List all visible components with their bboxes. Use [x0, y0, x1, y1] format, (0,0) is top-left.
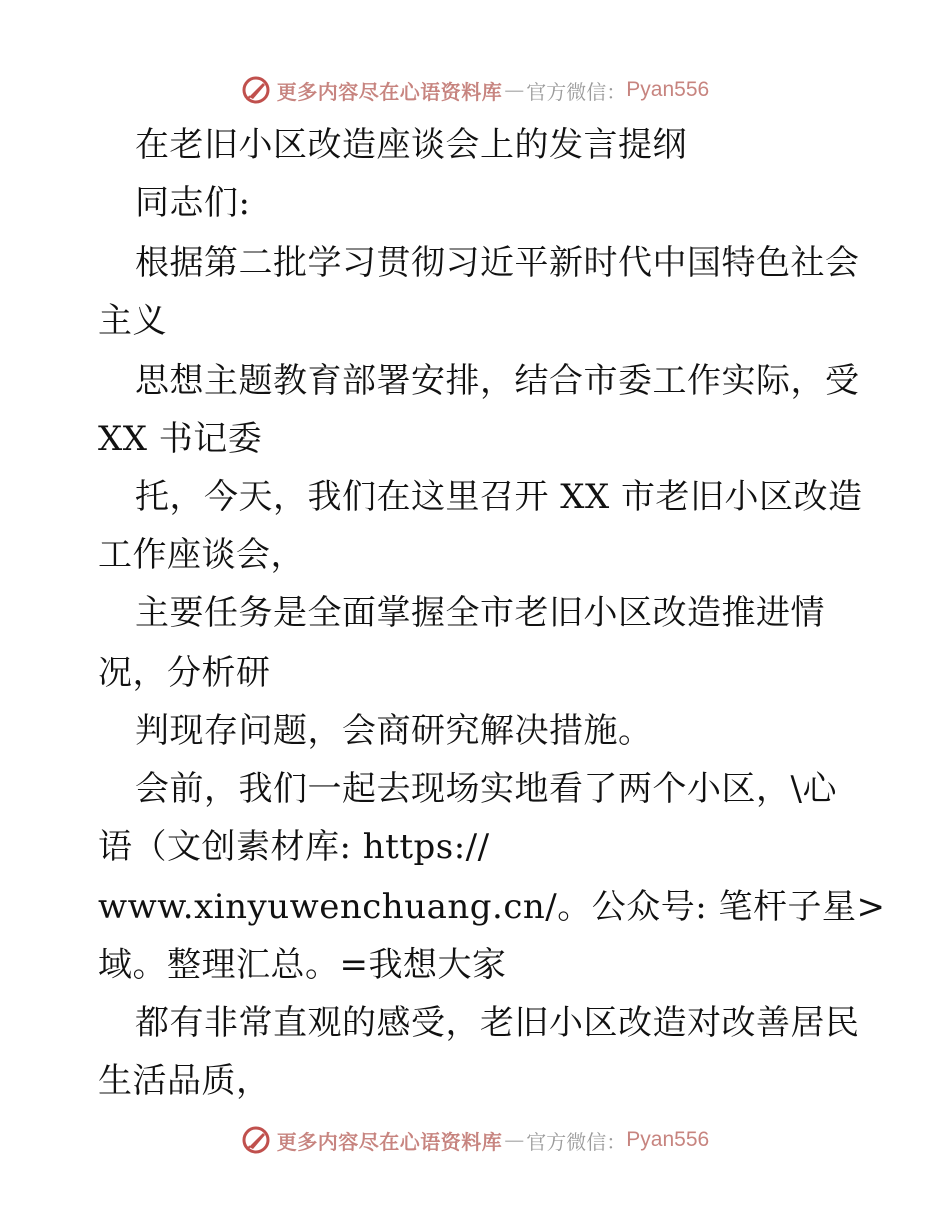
footer-banner — [0, 1120, 950, 1160]
text-line: www.xinyuwenchuang.cn/。公众号: 笔杆子星> — [98, 887, 886, 927]
text-line: 会前，我们一起去现场实地看了两个小区，\心 — [135, 769, 837, 809]
quill-logo-icon — [241, 1125, 271, 1155]
text-line: 工作座谈会， — [98, 535, 305, 575]
quill-logo-icon — [241, 75, 271, 105]
greeting-line: 同志们: — [135, 183, 251, 223]
text-line: 况，分析研 — [98, 653, 271, 693]
banner-wechat-label: 官方微信： — [526, 79, 627, 104]
text-line: 生活品质， — [98, 1061, 271, 1101]
banner-separator: — — [504, 78, 525, 102]
text-line: 域。整理汇总。=我想大家 — [98, 945, 507, 985]
document-title: 在老旧小区改造座谈会上的发言提纲 — [135, 125, 687, 165]
text-line: 主义 — [98, 301, 167, 341]
banner-wechat-label: 官方微信： — [526, 1129, 627, 1154]
banner-text: 更多内容尽在心语资料库 — [276, 79, 503, 104]
text-line: 托，今天，我们在这里召开 XX 市老旧小区改造 — [135, 477, 863, 517]
banner-wechat-id: Pyan556 — [626, 78, 710, 101]
banner-wechat-id: Pyan556 — [626, 1128, 710, 1151]
banner-separator: — — [504, 1128, 525, 1152]
text-line: 根据第二批学习贯彻习近平新时代中国特色社会 — [135, 243, 860, 283]
text-line: 语（文创素材库: https:// — [98, 827, 490, 867]
text-line: 主要任务是全面掌握全市老旧小区改造推进情 — [135, 593, 825, 633]
text-line: XX 书记委 — [98, 419, 263, 459]
header-banner — [0, 70, 950, 110]
text-line: 都有非常直观的感受，老旧小区改造对改善居民 — [135, 1003, 860, 1043]
banner-text: 更多内容尽在心语资料库 — [276, 1129, 503, 1154]
text-line: 判现存问题，会商研究解决措施。 — [135, 711, 653, 751]
text-line: 思想主题教育部署安排，结合市委工作实际，受 — [135, 361, 860, 401]
